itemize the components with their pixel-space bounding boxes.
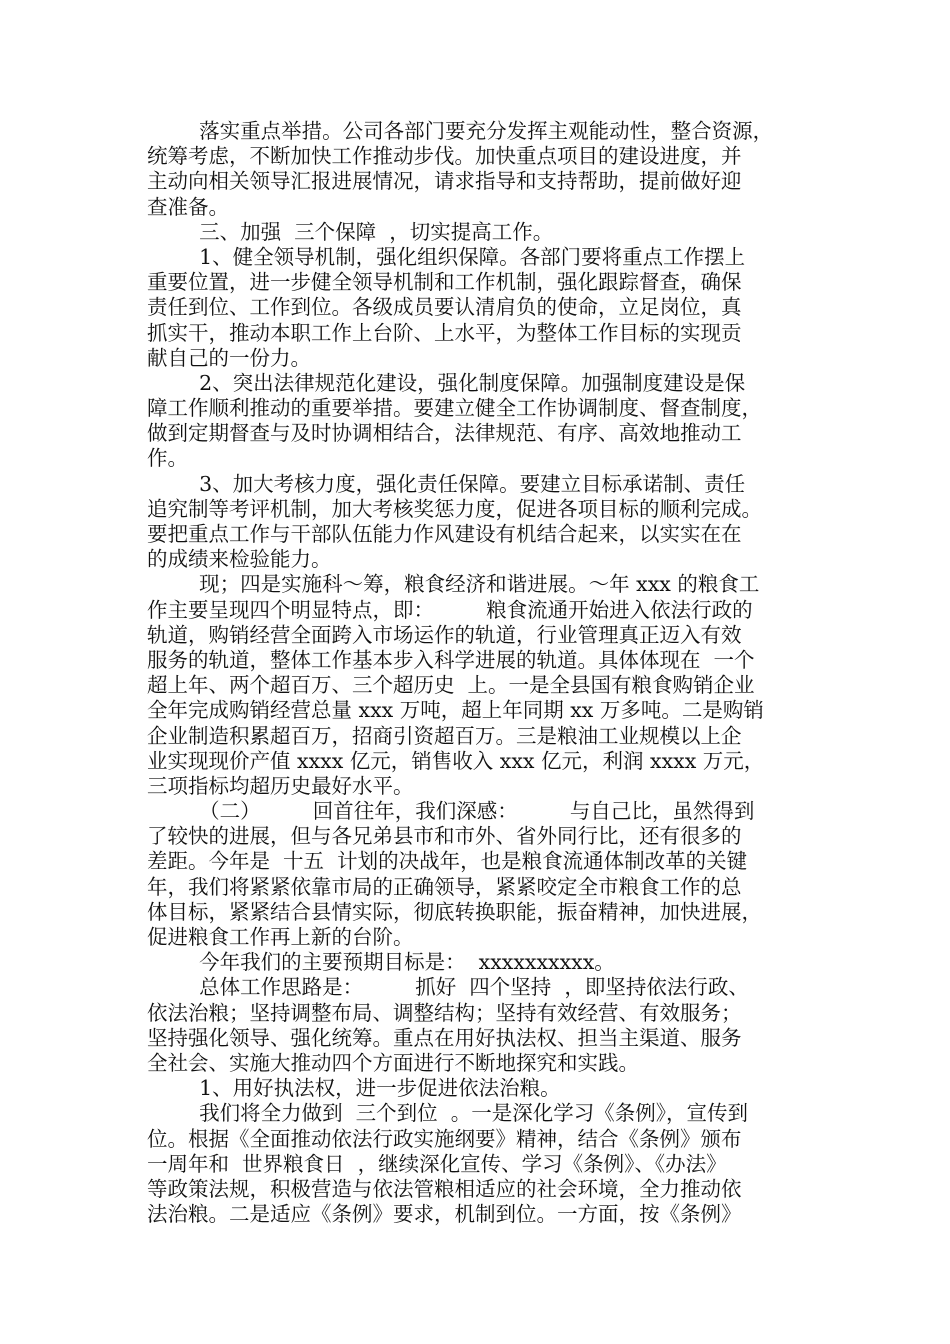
text-line: 今年我们的主要预期目标是： xxxxxxxxxx。	[147, 950, 615, 975]
text-line: 了较快的进展，但与各兄弟县市和市外、省外同行比，还有很多的	[147, 824, 742, 849]
text-line: 追究制等考评机制，加大考核奖惩力度，促进各项目标的顺利完成。	[147, 496, 762, 521]
text-line: 责任到位、工作到位。各级成员要认清肩负的使命，立足岗位，真	[147, 295, 742, 320]
text-line: 差距。今年是 十五 计划的决战年，也是粮食流通体制改革的关键	[147, 849, 748, 874]
text-line: 全社会、实施大推动四个方面进行不断地探究和实践。	[147, 1050, 639, 1075]
text-line: 抓实干，推动本职工作上台阶、上水平，为整体工作目标的实现贡	[147, 320, 742, 345]
text-line: 查准备。	[147, 194, 229, 219]
text-line: （二） 回首往年，我们深感： 与自己比，虽然得到	[147, 799, 755, 824]
text-line: 坚持强化领导、强化统筹。重点在用好执法权、担当主渠道、服务	[147, 1025, 742, 1050]
text-line: 1、健全领导机制，强化组织保障。各部门要将重点工作摆上	[147, 244, 746, 269]
text-line: 年，我们将紧紧依靠市局的正确领导，紧紧咬定全市粮食工作的总	[147, 874, 742, 899]
text-line: 依法治粮；坚持调整布局、调整结构；坚持有效经营、有效服务；	[147, 1000, 742, 1025]
text-line: 统筹考虑，不断加快工作推动步伐。加快重点项目的建设进度，并	[147, 144, 742, 169]
section-heading: 1、用好执法权，进一步促进依法治粮。	[147, 1076, 561, 1101]
text-line: 2、突出法律规范化建设，强化制度保障。加强制度建设是保	[147, 370, 746, 395]
text-line: 作。	[147, 446, 188, 471]
text-line: 我们将全力做到 三个到位 。一是深化学习《条例》，宣传到	[147, 1101, 748, 1126]
text-line: 位。根据《全面推动依法行政实施纲要》精神，结合《条例》颁布	[147, 1126, 742, 1151]
text-line: 献自己的一份力。	[147, 345, 311, 370]
text-line: 总体工作思路是： 抓好 四个坚持 ，即坚持依法行政、	[147, 975, 749, 1000]
text-line: 等政策法规，积极营造与依法管粮相适应的社会环境，全力推动依	[147, 1176, 742, 1201]
text-line: 落实重点举措。公司各部门要充分发挥主观能动性，整合资源，	[147, 119, 774, 143]
text-line: 现；四是实施科～筹，粮食经济和谐进展。～年 xxx 的粮食工	[147, 572, 760, 597]
text-line: 重要位置，进一步健全领导机制和工作机制，强化跟踪督查，确保	[147, 270, 742, 295]
text-line: 企业制造积累超百万，招商引资超百万。三是粮油工业规模以上企	[147, 723, 742, 748]
text-line: 法治粮。二是适应《条例》要求，机制到位。一方面，按《条例》	[147, 1202, 742, 1227]
text-line: 3、加大考核力度，强化责任保障。要建立目标承诺制、责任	[147, 471, 746, 496]
section-heading: 三、加强 三个保障 ，切实提高工作。	[147, 219, 554, 244]
text-line: 主动向相关领导汇报进展情况，请求指导和支持帮助，提前做好迎	[147, 169, 742, 194]
text-line: 作主要呈现四个明显特点，即： 粮食流通开始进入依法行政的	[147, 597, 753, 622]
text-line: 服务的轨道，整体工作基本步入科学进展的轨道。具体体现在 一个	[147, 647, 755, 672]
text-line: 业实现现价产值 xxxx 亿元，销售收入 xxx 亿元，利润 xxxx 万元，	[147, 748, 765, 773]
text-line: 体目标，紧紧结合县情实际，彻底转换职能，振奋精神，加快进展，	[147, 899, 762, 924]
text-line: 要把重点工作与干部队伍能力作风建设有机结合起来，以实实在在	[147, 522, 742, 546]
text-line: 轨道，购销经营全面跨入市场运作的轨道，行业管理真正迈入有效	[147, 622, 742, 647]
text-line: 的成绩来检验能力。	[147, 547, 332, 572]
text-line: 促进粮食工作再上新的台阶。	[147, 925, 414, 949]
text-line: 一周年和 世界粮食日 ，继续深化宣传、学习《条例》、《办法》	[147, 1151, 727, 1176]
text-line: 三项指标均超历史最好水平。	[147, 773, 414, 798]
text-line: 做到定期督查与及时协调相结合，法律规范、有序、高效地推动工	[147, 421, 742, 446]
text-line: 超上年、两个超百万、三个超历史 上。一是全县国有粮食购销企业	[147, 673, 755, 698]
text-line: 障工作顺利推动的重要举措。要建立健全工作协调制度、督查制度，	[147, 396, 762, 421]
text-line: 全年完成购销经营总量 xxx 万吨，超上年同期 xx 万多吨。二是购销	[147, 698, 764, 723]
